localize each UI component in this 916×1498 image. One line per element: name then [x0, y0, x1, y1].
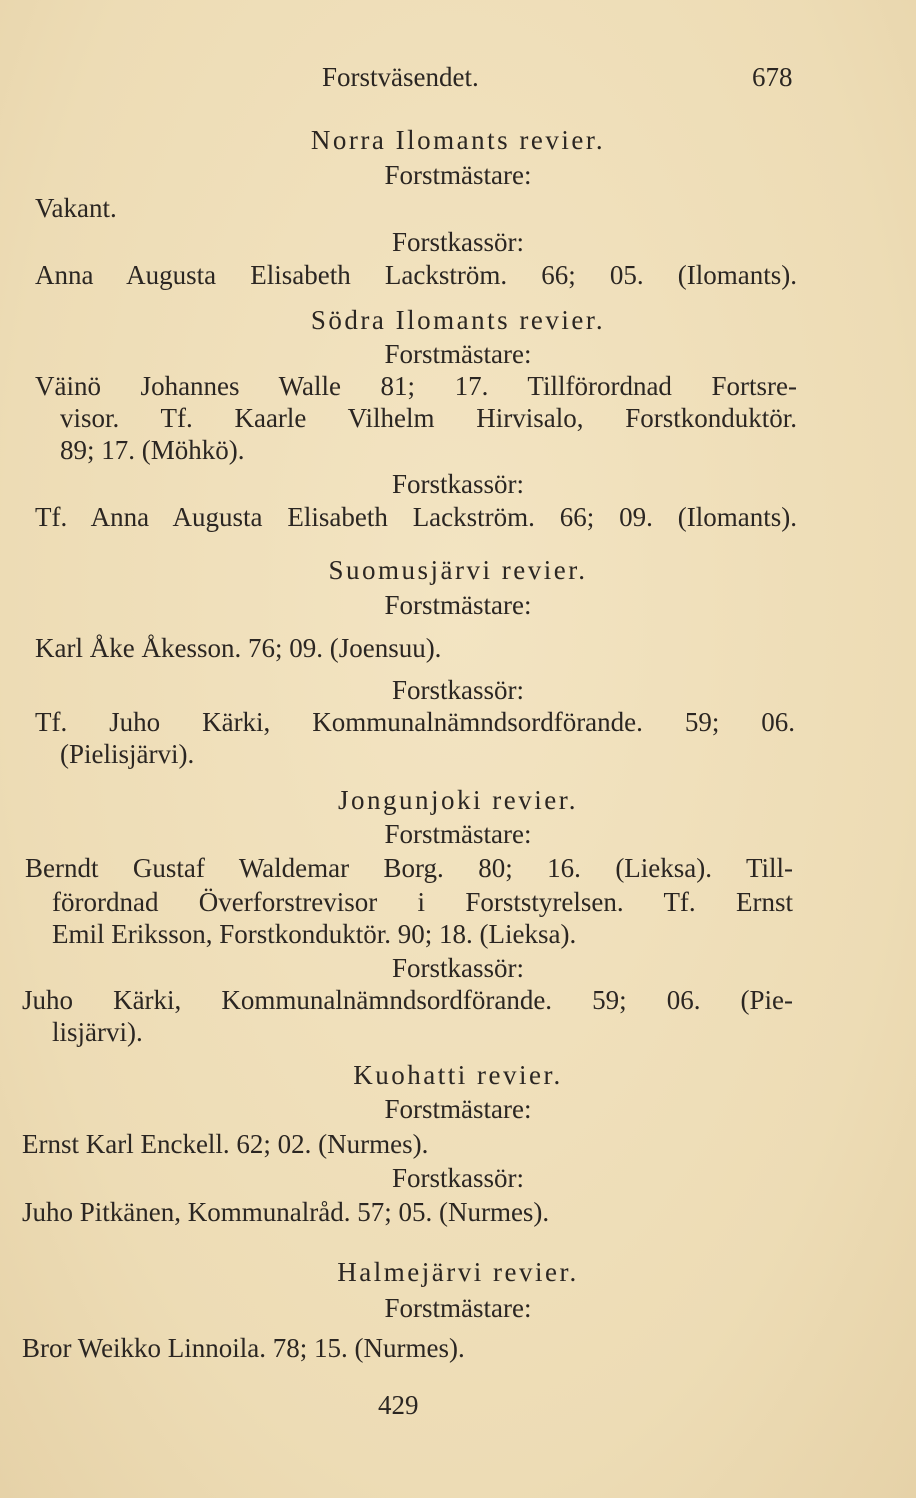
- entry-line: Juho Kärki, Kommunalnämndsordförande. 59; 06. (Pie-: [22, 985, 793, 1015]
- section-heading: Jongunjoki revier.: [338, 785, 578, 815]
- role-label: Forstmästare:: [384, 339, 532, 369]
- entry-line: Bror Weikko Linnoila. 78; 15. (Nurmes).: [22, 1333, 465, 1363]
- role-label: Forstkassör:: [391, 227, 524, 257]
- section-heading: Suomusjärvi revier.: [328, 555, 588, 585]
- entry-line: lisjärvi).: [52, 1017, 143, 1047]
- role-label: Forstmästare:: [384, 590, 532, 620]
- section-heading: Norra Ilomants revier.: [310, 125, 606, 155]
- entry-line: Berndt Gustaf Waldemar Borg. 80; 16. (Lieksa). Till-: [25, 853, 793, 883]
- role-label: Forstmästare:: [384, 819, 532, 849]
- entry-line: (Pielisjärvi).: [60, 739, 195, 769]
- entry-line: Tf. Anna Augusta Elisabeth Lackström. 66; 09. (Ilomants).: [35, 502, 797, 532]
- role-label: Forstkassör:: [391, 953, 524, 983]
- role-label: Forstkassör:: [391, 1163, 524, 1193]
- role-label: Forstkassör:: [391, 469, 524, 499]
- footer-page-number: 429: [378, 1390, 419, 1420]
- entry-line: Ernst Karl Enckell. 62; 02. (Nurmes).: [22, 1129, 429, 1159]
- entry-line: Vakant.: [35, 193, 117, 223]
- running-header-title: Forstväsendet.: [322, 62, 479, 92]
- entry-line: 89; 17. (Möhkö).: [60, 435, 245, 465]
- entry-line: visor. Tf. Kaarle Vilhelm Hirvisalo, Forstkonduktör.: [60, 403, 797, 433]
- role-label: Forstkassör:: [391, 675, 524, 705]
- role-label: Forstmästare:: [384, 1293, 532, 1323]
- role-label: Forstmästare:: [384, 1094, 532, 1124]
- section-heading: Halmejärvi revier.: [337, 1257, 579, 1287]
- entry-line: Karl Åke Åkesson. 76; 09. (Joensuu).: [35, 633, 442, 663]
- role-label: Forstmästare:: [384, 160, 532, 190]
- entry-line: Anna Augusta Elisabeth Lackström. 66; 05. (Ilomants).: [35, 260, 797, 290]
- running-header-page-number: 678: [752, 62, 793, 92]
- section-heading: Kuohatti revier.: [353, 1060, 563, 1090]
- section-heading: Södra Ilomants revier.: [310, 305, 606, 335]
- entry-line: Tf. Juho Kärki, Kommunalnämndsordförande. 59; 06.: [35, 707, 795, 737]
- entry-line: Juho Pitkänen, Kommunalråd. 57; 05. (Nurmes).: [22, 1197, 550, 1227]
- entry-line: Väinö Johannes Walle 81; 17. Tillförordnad Fortsre-: [35, 371, 797, 401]
- entry-line: Emil Eriksson, Forstkonduktör. 90; 18. (Lieksa).: [52, 919, 577, 949]
- entry-line: förordnad Överforstrevisor i Forststyrelsen. Tf. Ernst: [52, 887, 793, 917]
